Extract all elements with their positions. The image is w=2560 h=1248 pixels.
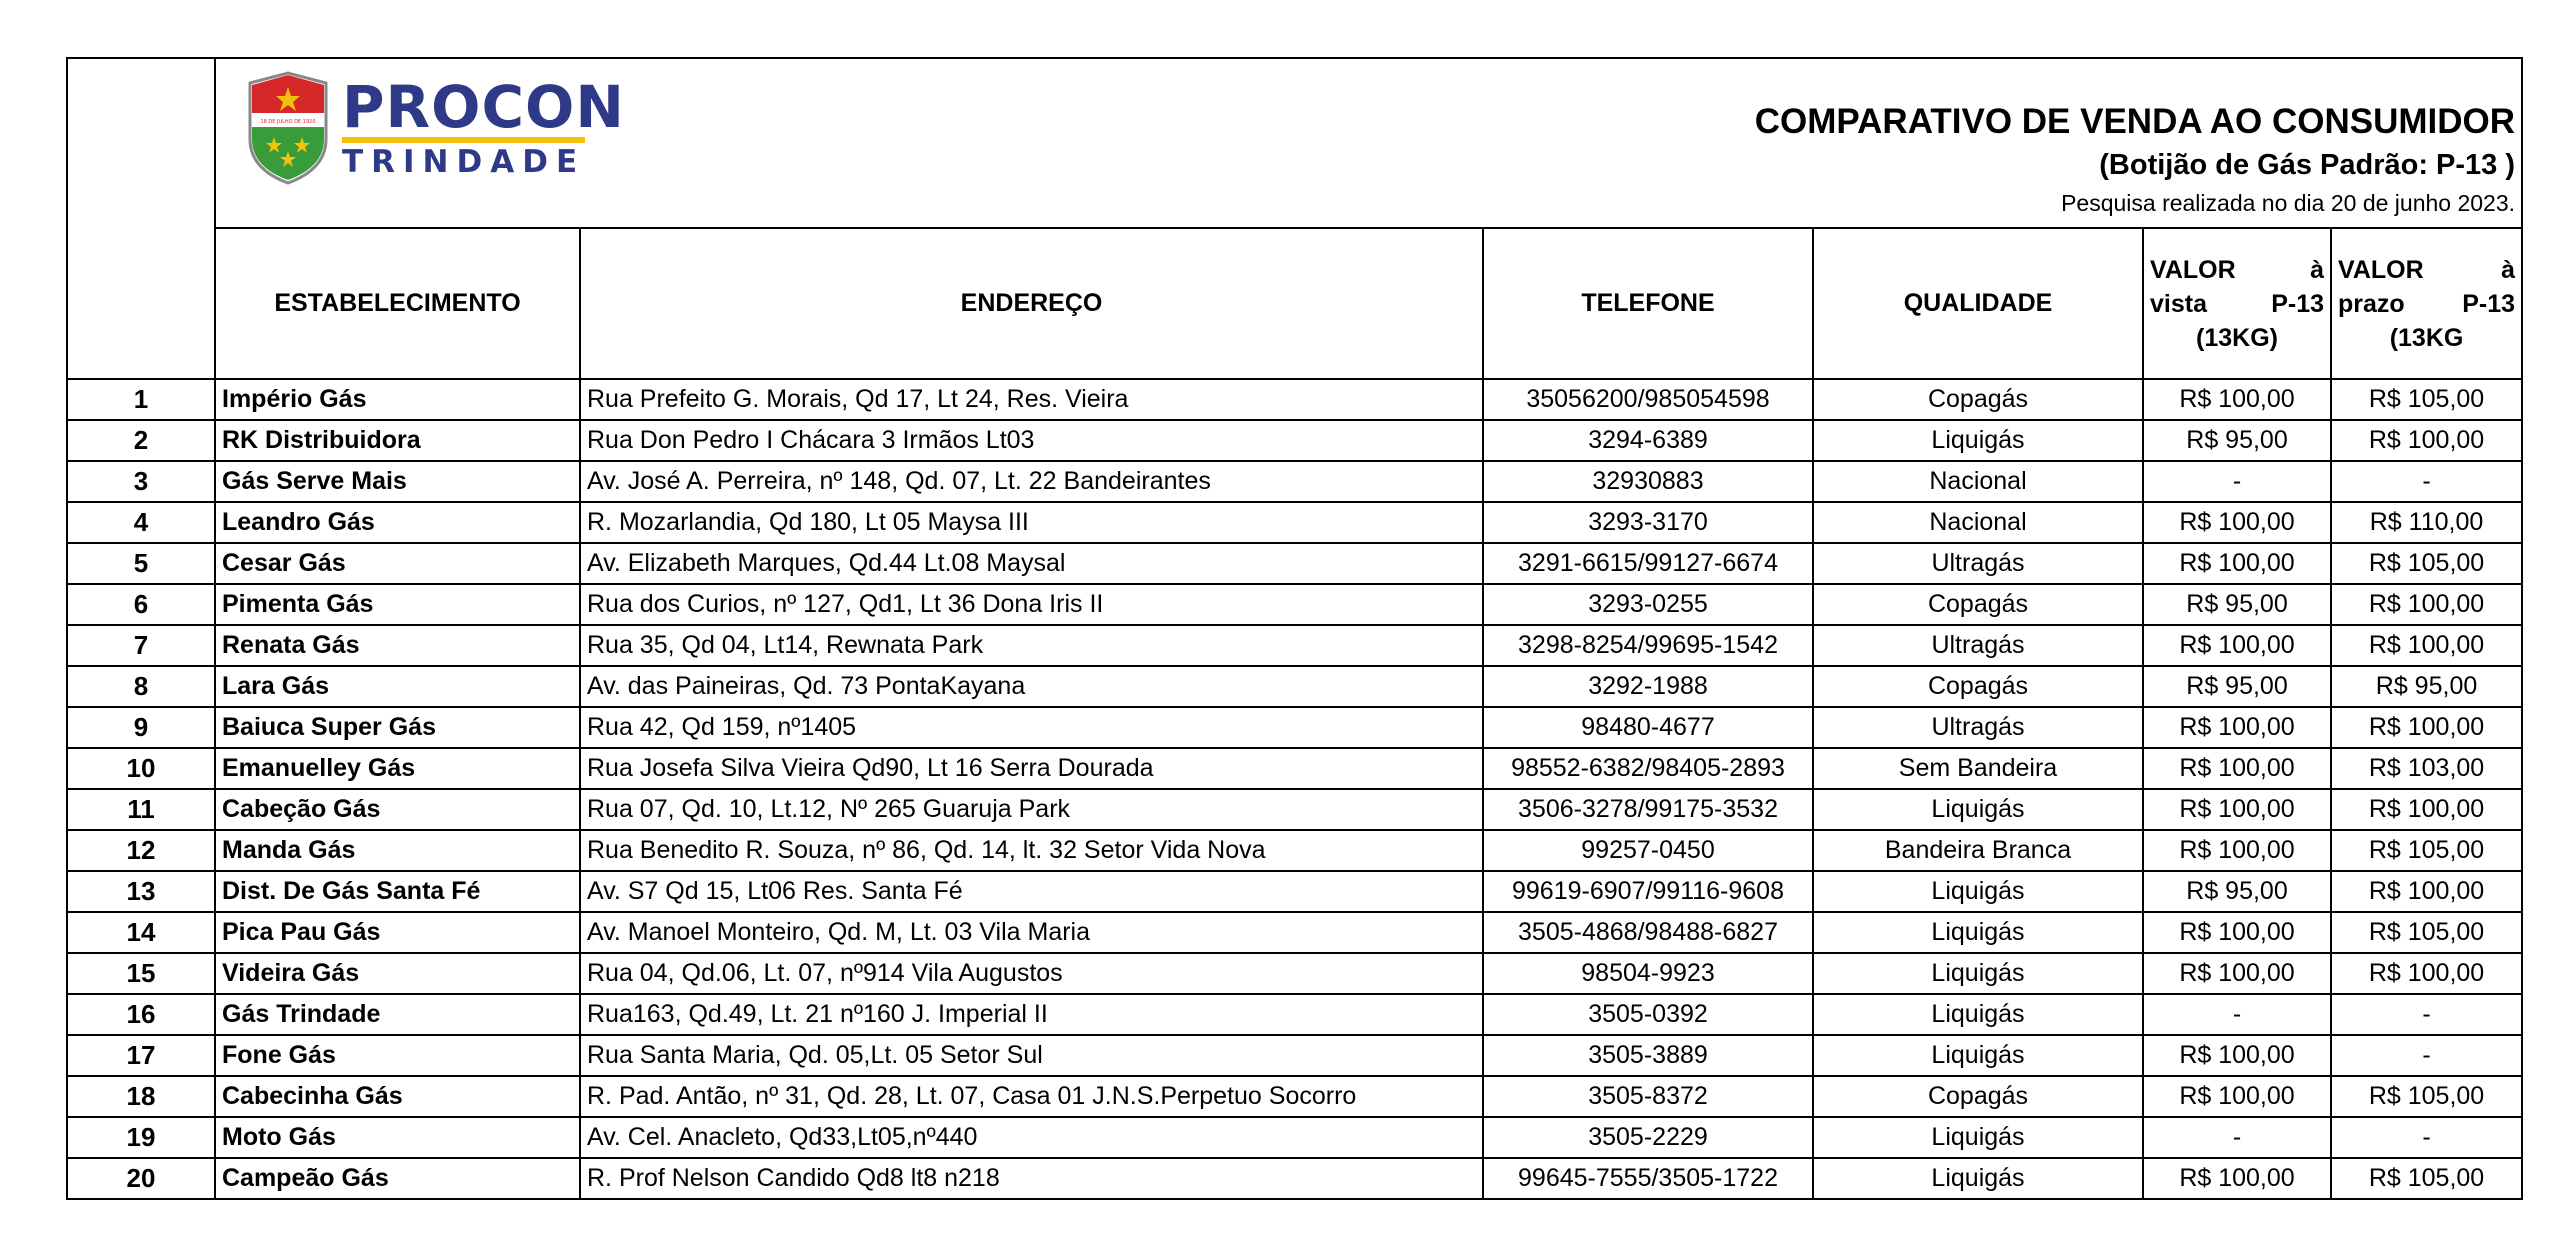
establishment-name: Cabecinha Gás — [215, 1076, 580, 1117]
row-number: 7 — [67, 625, 215, 666]
address-cell: Rua 04, Qd.06, Lt. 07, nº914 Vila Augustos — [580, 953, 1483, 994]
credit-header-word: P-13 — [2462, 289, 2516, 318]
establishment-name: Lara Gás — [215, 666, 580, 707]
row-number: 4 — [67, 502, 215, 543]
price-comparison-sheet — [66, 57, 2521, 1200]
quality-cell: Liquigás — [1813, 420, 2143, 461]
address-cell: Rua dos Curios, nº 127, Qd1, Lt 36 Dona Iris II — [580, 584, 1483, 625]
credit-header-word: à — [2501, 255, 2516, 284]
cash-price-cell: R$ 100,00 — [2143, 830, 2331, 871]
col-header-address: ENDEREÇO — [580, 228, 1483, 379]
phone-cell: 3505-8372 — [1483, 1076, 1813, 1117]
cash-price-cell: - — [2143, 461, 2331, 502]
row-number: 20 — [67, 1158, 215, 1199]
establishment-name: Cesar Gás — [215, 543, 580, 584]
establishment-name: RK Distribuidora — [215, 420, 580, 461]
quality-cell: Ultragás — [1813, 625, 2143, 666]
row-number: 5 — [67, 543, 215, 584]
quality-cell: Nacional — [1813, 461, 2143, 502]
address-cell: Av. José A. Perreira, nº 148, Qd. 07, Lt. 22 Bandeirantes — [580, 461, 1483, 502]
col-header-cash-price — [2143, 228, 2331, 379]
credit-price-cell: R$ 105,00 — [2331, 543, 2522, 584]
credit-price-cell: R$ 105,00 — [2331, 379, 2522, 420]
row-number: 18 — [67, 1076, 215, 1117]
quality-cell: Liquigás — [1813, 912, 2143, 953]
establishment-name: Emanuelley Gás — [215, 748, 580, 789]
report-subtitle: (Botijão de Gás Padrão: P-13 ) — [2099, 149, 2516, 181]
quality-cell: Liquigás — [1813, 871, 2143, 912]
table-row — [67, 625, 2522, 666]
credit-price-cell: R$ 105,00 — [2331, 912, 2522, 953]
col-header-quality: QUALIDADE — [1813, 228, 2143, 379]
quality-cell: Liquigás — [1813, 1158, 2143, 1199]
establishment-name: Dist. De Gás Santa Fé — [215, 871, 580, 912]
cash-price-cell: R$ 95,00 — [2143, 871, 2331, 912]
establishment-name: Renata Gás — [215, 625, 580, 666]
credit-price-cell: R$ 110,00 — [2331, 502, 2522, 543]
credit-price-cell: R$ 105,00 — [2331, 830, 2522, 871]
credit-price-cell: - — [2331, 1117, 2522, 1158]
credit-price-cell: R$ 103,00 — [2331, 748, 2522, 789]
report-title: COMPARATIVO DE VENDA AO CONSUMIDOR — [1754, 102, 2516, 141]
phone-cell: 3294-6389 — [1483, 420, 1813, 461]
table-row — [67, 584, 2522, 625]
cash-price-cell: R$ 100,00 — [2143, 748, 2331, 789]
price-table — [66, 57, 2523, 1200]
row-number: 15 — [67, 953, 215, 994]
phone-cell: 3505-4868/98488-6827 — [1483, 912, 1813, 953]
quality-cell: Ultragás — [1813, 707, 2143, 748]
table-row — [67, 994, 2522, 1035]
establishment-name: Moto Gás — [215, 1117, 580, 1158]
address-cell: Rua Benedito R. Souza, nº 86, Qd. 14, lt. 32 Setor Vida Nova — [580, 830, 1483, 871]
table-row — [67, 502, 2522, 543]
establishment-name: Gás Trindade — [215, 994, 580, 1035]
quality-cell: Copagás — [1813, 379, 2143, 420]
table-row — [67, 912, 2522, 953]
quality-cell: Liquigás — [1813, 953, 2143, 994]
quality-cell: Liquigás — [1813, 1035, 2143, 1076]
cash-price-cell: - — [2143, 994, 2331, 1035]
credit-price-cell: - — [2331, 1035, 2522, 1076]
establishment-name: Campeão Gás — [215, 1158, 580, 1199]
credit-price-cell: R$ 95,00 — [2331, 666, 2522, 707]
phone-cell: 3293-0255 — [1483, 584, 1813, 625]
credit-price-cell: R$ 100,00 — [2331, 584, 2522, 625]
survey-date: Pesquisa realizada no dia 20 de junho 2023. — [2061, 190, 2516, 216]
establishment-name: Baiuca Super Gás — [215, 707, 580, 748]
row-number: 19 — [67, 1117, 215, 1158]
address-cell: Rua Santa Maria, Qd. 05,Lt. 05 Setor Sul — [580, 1035, 1483, 1076]
phone-cell: 3505-2229 — [1483, 1117, 1813, 1158]
row-number: 12 — [67, 830, 215, 871]
cash-price-cell: R$ 100,00 — [2143, 1076, 2331, 1117]
row-number: 3 — [67, 461, 215, 502]
address-cell: Rua 35, Qd 04, Lt14, Rewnata Park — [580, 625, 1483, 666]
address-cell: Rua 42, Qd 159, nº1405 — [580, 707, 1483, 748]
address-cell: Av. Manoel Monteiro, Qd. M, Lt. 03 Vila Maria — [580, 912, 1483, 953]
establishment-name: Videira Gás — [215, 953, 580, 994]
phone-cell: 3291-6615/99127-6674 — [1483, 543, 1813, 584]
column-header-row — [67, 228, 2522, 379]
col-header-establishment: ESTABELECIMENTO — [215, 228, 580, 379]
table-row — [67, 953, 2522, 994]
cash-price-cell: R$ 95,00 — [2143, 420, 2331, 461]
row-number: 8 — [67, 666, 215, 707]
table-row — [67, 666, 2522, 707]
cash-price-cell: R$ 100,00 — [2143, 912, 2331, 953]
phone-cell: 3505-3889 — [1483, 1035, 1813, 1076]
address-cell: Av. Elizabeth Marques, Qd.44 Lt.08 Maysal — [580, 543, 1483, 584]
phone-cell: 3505-0392 — [1483, 994, 1813, 1035]
address-cell: Rua Josefa Silva Vieira Qd90, Lt 16 Serra Dourada — [580, 748, 1483, 789]
procon-logo — [246, 69, 625, 187]
phone-cell: 98504-9923 — [1483, 953, 1813, 994]
phone-cell: 3293-3170 — [1483, 502, 1813, 543]
badge-text: 18 DE JULHO DE 1920 — [260, 119, 316, 125]
quality-cell: Copagás — [1813, 1076, 2143, 1117]
address-cell: Rua Prefeito G. Morais, Qd 17, Lt 24, Res. Vieira — [580, 379, 1483, 420]
establishment-name: Pica Pau Gás — [215, 912, 580, 953]
cash-price-cell: R$ 100,00 — [2143, 707, 2331, 748]
row-number: 6 — [67, 584, 215, 625]
cash-price-cell: R$ 100,00 — [2143, 543, 2331, 584]
credit-price-cell: R$ 105,00 — [2331, 1076, 2522, 1117]
establishment-name: Gás Serve Mais — [215, 461, 580, 502]
establishment-name: Fone Gás — [215, 1035, 580, 1076]
table-row — [67, 379, 2522, 420]
establishment-name: Manda Gás — [215, 830, 580, 871]
title-block — [1755, 99, 2515, 221]
address-cell: Rua 07, Qd. 10, Lt.12, Nº 265 Guaruja Park — [580, 789, 1483, 830]
table-row — [67, 420, 2522, 461]
phone-cell: 3506-3278/99175-3532 — [1483, 789, 1813, 830]
credit-header-word: prazo — [2338, 289, 2405, 318]
establishment-name: Pimenta Gás — [215, 584, 580, 625]
phone-cell: 3292-1988 — [1483, 666, 1813, 707]
row-number: 1 — [67, 379, 215, 420]
row-number: 10 — [67, 748, 215, 789]
row-number: 13 — [67, 871, 215, 912]
credit-header-word: VALOR — [2338, 255, 2424, 284]
credit-price-cell: R$ 100,00 — [2331, 871, 2522, 912]
cash-price-cell: R$ 100,00 — [2143, 502, 2331, 543]
table-row — [67, 748, 2522, 789]
establishment-name: Leandro Gás — [215, 502, 580, 543]
cash-price-cell: - — [2143, 1117, 2331, 1158]
phone-cell: 3298-8254/99695-1542 — [1483, 625, 1813, 666]
table-row — [67, 1117, 2522, 1158]
credit-price-cell: R$ 100,00 — [2331, 707, 2522, 748]
shield-icon — [246, 69, 330, 187]
cash-price-cell: R$ 100,00 — [2143, 1035, 2331, 1076]
cash-header-word: à — [2310, 255, 2324, 284]
credit-price-cell: R$ 100,00 — [2331, 953, 2522, 994]
phone-cell: 99619-6907/99116-9608 — [1483, 871, 1813, 912]
col-header-phone: TELEFONE — [1483, 228, 1813, 379]
cash-price-cell: R$ 95,00 — [2143, 584, 2331, 625]
quality-cell: Liquigás — [1813, 994, 2143, 1035]
cash-price-cell: R$ 100,00 — [2143, 953, 2331, 994]
address-cell: R. Mozarlandia, Qd 180, Lt 05 Maysa III — [580, 502, 1483, 543]
address-cell: R. Pad. Antão, nº 31, Qd. 28, Lt. 07, Casa 01 J.N.S.Perpetuo Socorro — [580, 1076, 1483, 1117]
cash-header-word: vista — [2150, 289, 2207, 318]
table-row — [67, 461, 2522, 502]
col-header-credit-price — [2331, 228, 2522, 379]
cash-price-cell: R$ 100,00 — [2143, 625, 2331, 666]
row-number: 11 — [67, 789, 215, 830]
cash-price-cell: R$ 100,00 — [2143, 789, 2331, 830]
table-row — [67, 1158, 2522, 1199]
quality-cell: Nacional — [1813, 502, 2143, 543]
credit-price-cell: - — [2331, 461, 2522, 502]
cash-price-cell: R$ 95,00 — [2143, 666, 2331, 707]
row-number: 16 — [67, 994, 215, 1035]
quality-cell: Bandeira Branca — [1813, 830, 2143, 871]
address-cell: Av. S7 Qd 15, Lt06 Res. Santa Fé — [580, 871, 1483, 912]
address-cell: Av. Cel. Anacleto, Qd33,Lt05,nº440 — [580, 1117, 1483, 1158]
header-row — [67, 58, 2522, 228]
credit-price-cell: R$ 100,00 — [2331, 420, 2522, 461]
phone-cell: 35056200/985054598 — [1483, 379, 1813, 420]
table-row — [67, 789, 2522, 830]
table-row — [67, 707, 2522, 748]
cash-header-unit: (13KG) — [2196, 323, 2278, 352]
address-cell: Rua163, Qd.49, Lt. 21 nº160 J. Imperial II — [580, 994, 1483, 1035]
address-cell: R. Prof Nelson Candido Qd8 lt8 n218 — [580, 1158, 1483, 1199]
cash-price-cell: R$ 100,00 — [2143, 1158, 2331, 1199]
phone-cell: 98552-6382/98405-2893 — [1483, 748, 1813, 789]
table-row — [67, 543, 2522, 584]
quality-cell: Liquigás — [1813, 1117, 2143, 1158]
quality-cell: Liquigás — [1813, 789, 2143, 830]
table-row — [67, 871, 2522, 912]
quality-cell: Copagás — [1813, 584, 2143, 625]
address-cell: Rua Don Pedro I Chácara 3 Irmãos Lt03 — [580, 420, 1483, 461]
report-header — [215, 58, 2522, 228]
table-row — [67, 1035, 2522, 1076]
row-number: 9 — [67, 707, 215, 748]
row-number: 17 — [67, 1035, 215, 1076]
address-cell: Av. das Paineiras, Qd. 73 PontaKayana — [580, 666, 1483, 707]
cash-price-cell: R$ 100,00 — [2143, 379, 2331, 420]
table-row — [67, 1076, 2522, 1117]
credit-header-unit: (13KG — [2389, 323, 2464, 352]
quality-cell: Sem Bandeira — [1813, 748, 2143, 789]
row-number: 14 — [67, 912, 215, 953]
credit-price-cell: R$ 100,00 — [2331, 625, 2522, 666]
credit-price-cell: - — [2331, 994, 2522, 1035]
logo-trindade-text: TRINDADE — [342, 137, 585, 179]
phone-cell: 98480-4677 — [1483, 707, 1813, 748]
row-number: 2 — [67, 420, 215, 461]
cash-header-word: VALOR — [2150, 255, 2236, 284]
corner-cell — [67, 58, 215, 379]
establishment-name: Cabeção Gás — [215, 789, 580, 830]
cash-header-word: P-13 — [2271, 289, 2324, 318]
phone-cell: 99257-0450 — [1483, 830, 1813, 871]
establishment-name: Império Gás — [215, 379, 580, 420]
logo-procon-text: PROCON — [342, 73, 625, 141]
phone-cell: 32930883 — [1483, 461, 1813, 502]
phone-cell: 99645-7555/3505-1722 — [1483, 1158, 1813, 1199]
table-row — [67, 830, 2522, 871]
quality-cell: Copagás — [1813, 666, 2143, 707]
credit-price-cell: R$ 105,00 — [2331, 1158, 2522, 1199]
quality-cell: Ultragás — [1813, 543, 2143, 584]
credit-price-cell: R$ 100,00 — [2331, 789, 2522, 830]
